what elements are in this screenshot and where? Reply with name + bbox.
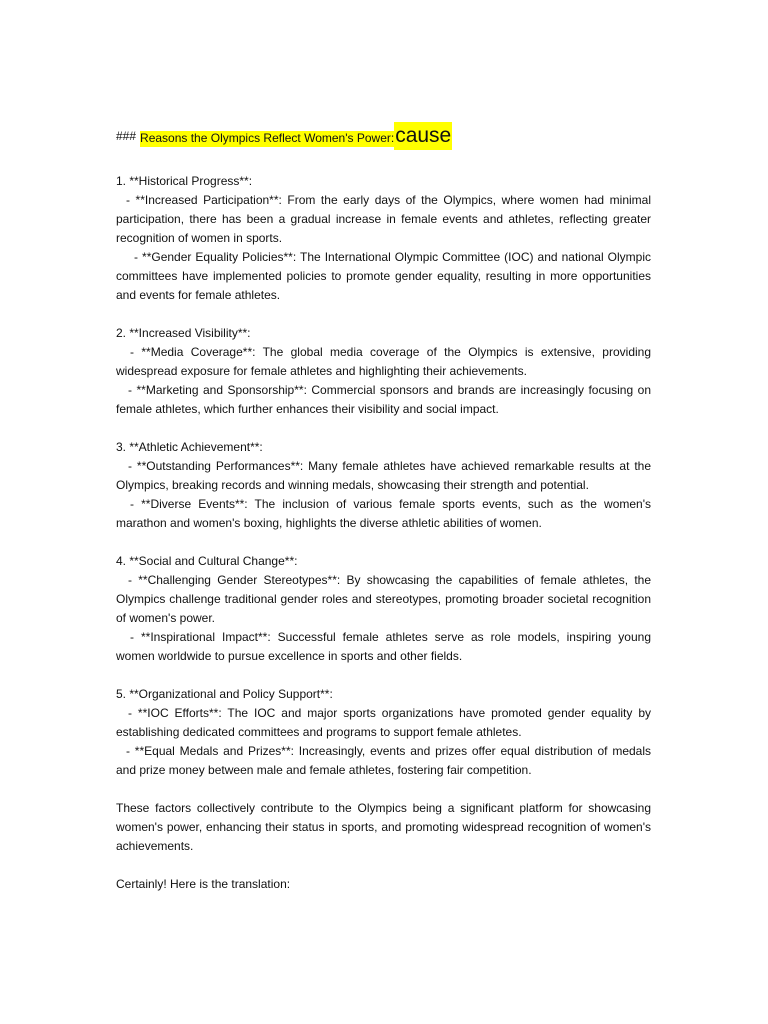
list-item: - **Increased Participation**: From the early days of the Olympics, where women had minimal participation, there has been a gradual increase in female events and athletes, reflecting greater recognition of women in sports. [116, 193, 651, 245]
section-increased-visibility [116, 324, 651, 419]
section-title: 4. **Social and Cultural Change**: [116, 554, 298, 568]
heading-title-highlighted: Reasons the Olympics Reflect Women's Power: [140, 131, 395, 145]
list-item: - **Inspirational Impact**: Successful female athletes serve as role models, inspiring young women worldwide to pursue excellence in sports and other fields. [116, 630, 651, 663]
heading-cause-highlighted: cause [394, 122, 452, 150]
section-title: 3. **Athletic Achievement**: [116, 440, 263, 454]
section-title: 2. **Increased Visibility**: [116, 326, 251, 340]
list-item: - **Media Coverage**: The global media coverage of the Olympics is extensive, providing widespread exposure for female athletes and highlighting their achievements. [116, 345, 651, 378]
list-item: - **Gender Equality Policies**: The International Olympic Committee (IOC) and national Olympic committees have implemented policies to promote gender equality, resulting in more opportunities and events for female athletes. [116, 250, 651, 302]
document-page [116, 118, 651, 894]
list-item: - **Outstanding Performances**: Many female athletes have achieved remarkable results at the Olympics, breaking records and winning medals, showcasing their strength and potential. [116, 459, 651, 492]
section-athletic-achievement [116, 438, 651, 533]
section-title: 1. **Historical Progress**: [116, 174, 253, 188]
section-social-cultural-change [116, 552, 651, 666]
list-item: - **Equal Medals and Prizes**: Increasingly, events and prizes offer equal distribution of medals and prize money between male and female athletes, fostering fair competition. [116, 744, 651, 777]
document-heading [116, 118, 651, 150]
list-item: - **Challenging Gender Stereotypes**: By showcasing the capabilities of female athletes, the Olympics challenge traditional gender roles and stereotypes, promoting broader societal recognition of women's power. [116, 573, 651, 625]
translation-note: Certainly! Here is the translation: [116, 877, 291, 891]
conclusion-paragraph: These factors collectively contribute to the Olympics being a significant platform for showcasing women's power, enhancing their status in sports, and promoting widespread recognition of women's achievements. [116, 801, 651, 853]
heading-markdown-prefix: ### [116, 129, 137, 143]
section-historical-progress [116, 172, 651, 305]
section-organizational-policy-support [116, 685, 651, 780]
list-item: - **Diverse Events**: The inclusion of various female sports events, such as the women's marathon and women's boxing, highlights the diverse athletic abilities of women. [116, 497, 651, 530]
section-title: 5. **Organizational and Policy Support**: [116, 687, 333, 701]
list-item: - **IOC Efforts**: The IOC and major sports organizations have promoted gender equality by establishing dedicated committees and programs to support female athletes. [116, 706, 651, 739]
list-item: - **Marketing and Sponsorship**: Commercial sponsors and brands are increasingly focusing on female athletes, which further enhances their visibility and social impact. [116, 383, 651, 416]
